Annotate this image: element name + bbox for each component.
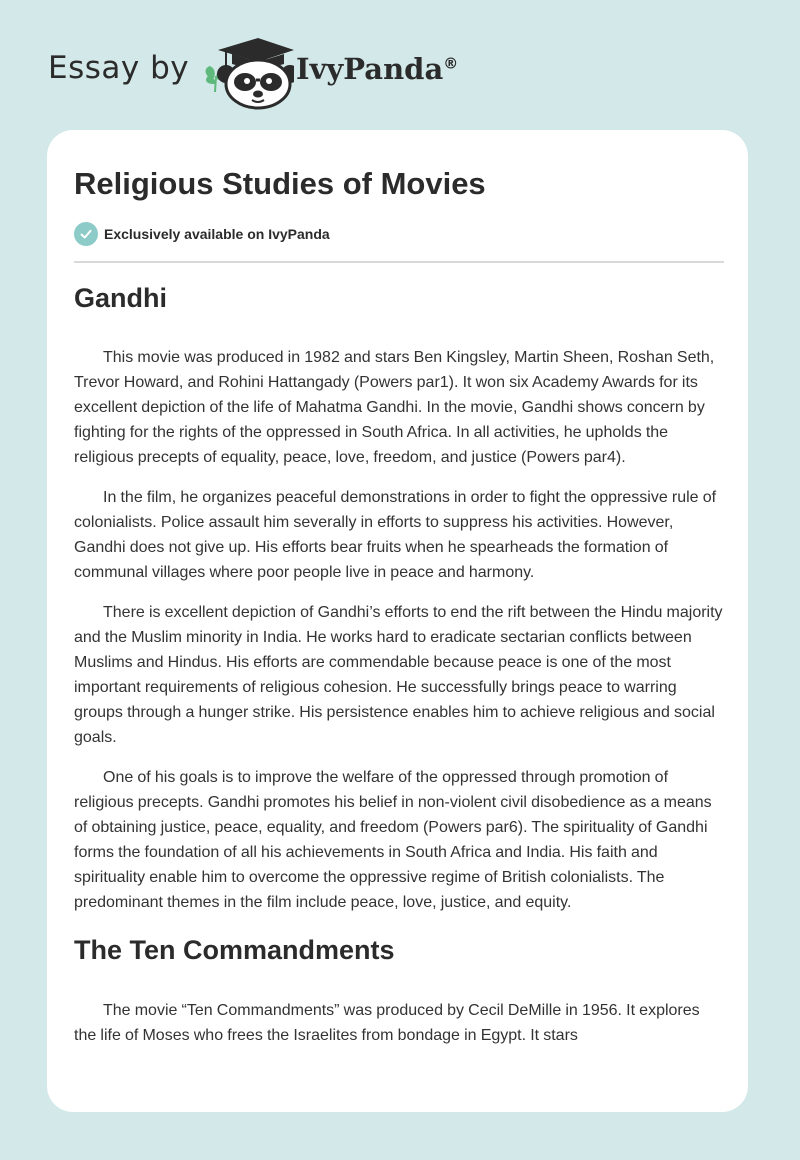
section-heading: The Ten Commandments xyxy=(74,935,395,965)
section-gandhi xyxy=(74,278,724,915)
essay-title: Religious Studies of Movies xyxy=(74,166,486,201)
exclusive-badge-text: Exclusively available on IvyPanda xyxy=(104,226,330,242)
paragraph: The movie “Ten Commandments” was produced by Cecil DeMille in 1956. It explores the life of Moses who frees the Israelites from bondage in Egypt. It stars xyxy=(74,1002,700,1044)
paragraph: One of his goals is to improve the welfare of the oppressed through promotion of religious precepts. Gandhi promotes his belief in non-violent civil disobedience as a means of obtaining justice, peace, equality, and freedom (Powers par6). The spirituality of Gandhi forms the foundation of all his achievements in South Africa and India. His faith and spirituality enable him to overcome the oppressive regime of British colonialists. The predominant themes in the film include peace, love, justice, and equity. xyxy=(74,769,712,911)
section-ten-commandments xyxy=(74,930,724,1048)
brand-name[interactable]: IvyPanda® xyxy=(296,52,459,86)
paragraph: There is excellent depiction of Gandhi’s efforts to end the rift between the Hindu majority and the Muslim minority in India. He works hard to eradicate sectarian conflicts between Muslims and Hindus. His efforts are commendable because peace is one of the most important requirements of religious cohesion. He successfully brings peace to warring groups through a hunger strike. His persistence enables him to achieve religious and social goals. xyxy=(74,604,723,746)
essay-body xyxy=(74,278,724,1063)
check-circle-icon xyxy=(74,222,98,246)
title-divider xyxy=(74,261,724,263)
essay-card xyxy=(47,130,748,1112)
paragraph: This movie was produced in 1982 and stars Ben Kingsley, Martin Sheen, Roshan Seth, Trevor Howard, and Rohini Hattangady (Powers par1). It won six Academy Awards for its excellent depiction of the life of Mahatma Gandhi. In the movie, Gandhi shows concern by fighting for the rights of the oppressed in South Africa. In all activities, he upholds the religious precepts of equality, peace, love, freedom, and justice (Powers par4). xyxy=(74,349,715,466)
panda-graduation-cap-icon[interactable] xyxy=(202,34,294,110)
paragraph: In the film, he organizes peaceful demonstrations in order to fight the oppressive rule of colonialists. Police assault him severally in efforts to suppress his activities. However, Gandhi does not give up. His efforts bear fruits when he spearheads the formation of communal villages where poor people live in peace and harmony. xyxy=(74,489,717,581)
section-heading: Gandhi xyxy=(74,283,167,313)
site-header xyxy=(48,34,548,110)
brand-prefix: Essay by xyxy=(48,50,190,86)
registered-mark: ® xyxy=(443,54,459,73)
exclusive-badge xyxy=(74,222,330,246)
